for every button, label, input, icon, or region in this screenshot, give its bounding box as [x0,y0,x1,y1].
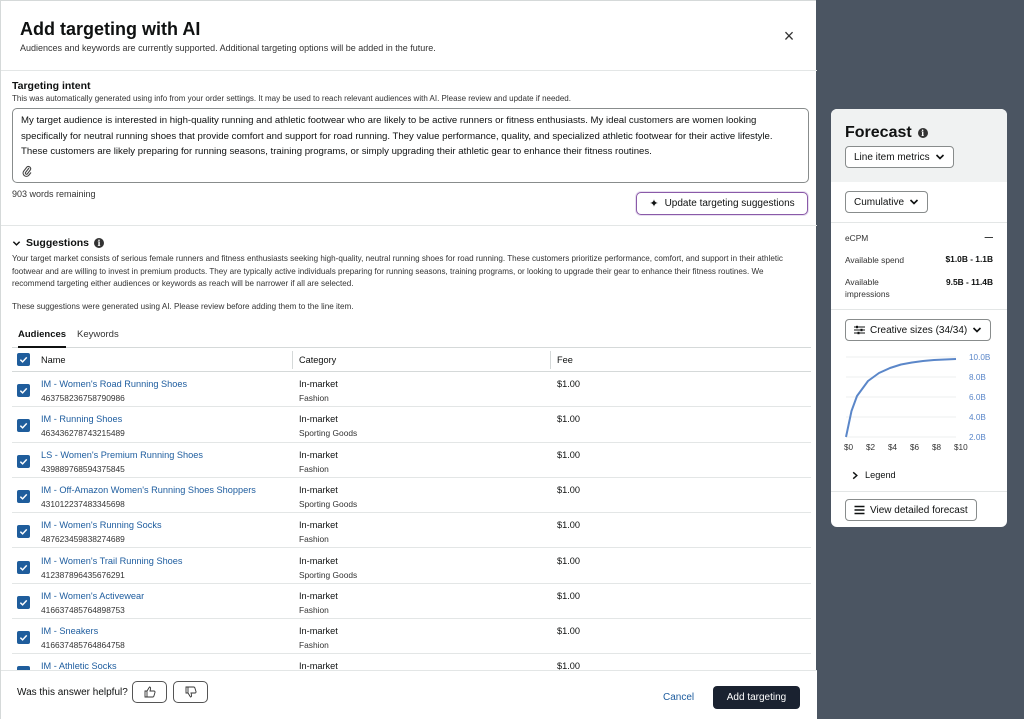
words-remaining: 903 words remaining [12,189,96,199]
modal-footer [1,670,817,719]
section-divider [1,225,817,226]
paperclip-icon[interactable] [22,165,32,180]
table-row[interactable] [12,549,811,584]
update-targeting-suggestions-button[interactable] [636,192,808,215]
available-impressions-value: 9.5B - 11.4B [945,277,993,287]
column-header-name[interactable]: Name [41,355,66,365]
forecast-series-line [846,359,956,437]
modal-title: Add targeting with AI [20,19,201,39]
x-tick-label: $6 [910,443,920,452]
list-icon [854,505,865,515]
forecast-divider [831,491,1007,492]
audience-name-link[interactable]: IM - Off-Amazon Women's Running Shoes Shoppers [41,484,256,495]
audience-id: 431012237483345698 [41,498,125,509]
audience-subcategory: Fashion [299,534,329,545]
checkmark-icon [19,527,28,536]
thumbs-up-icon [144,686,156,698]
audience-id: 416637485764898753 [41,604,125,615]
tab-keywords[interactable]: Keywords [77,329,119,340]
add-targeting-button[interactable]: Add targeting [713,686,800,709]
modal-header [1,1,817,71]
audience-id: 463758236758790986 [41,393,125,403]
table-row[interactable] [12,584,811,619]
audience-name-link[interactable]: IM - Sneakers [41,626,99,637]
cancel-button[interactable]: Cancel [663,692,695,703]
audiences-table [12,348,811,670]
select-all-checkbox[interactable] [17,353,30,366]
audience-fee: $1.00 [557,520,580,531]
forecast-divider [831,309,1007,310]
y-tick-label: 2.0B [969,433,986,442]
audience-category: In-market [299,379,338,389]
audience-subcategory: Sporting Goods [299,569,358,580]
row-checkbox[interactable] [17,561,30,574]
suggestions-title: Suggestions [26,237,90,249]
targeting-intent-title: Targeting intent [12,80,91,92]
ecpm-value: — [984,232,993,242]
audience-subcategory: Fashion [299,393,329,403]
available-impressions-label: Available impressions [845,277,890,299]
view-detailed-forecast-button[interactable] [845,499,977,521]
metrics-dropdown-label: Line item metrics [854,151,930,163]
forecast-header [831,109,1007,182]
audience-name-link[interactable]: IM - Women's Road Running Shoes [41,379,188,389]
table-row[interactable] [12,407,811,442]
x-tick-label: $4 [888,443,898,452]
table-row[interactable] [12,443,811,478]
available-spend-value: $1.0B - 1.1B [945,254,993,264]
modal-subtitle: Audiences and keywords are currently supported. Additional targeting options will be added in the future. [20,43,436,53]
table-row[interactable] [12,478,811,513]
audience-category: In-market [299,414,338,425]
thumbs-down-icon [185,686,197,698]
forecast-divider [831,222,1007,223]
forecast-chart [841,349,1001,459]
x-tick-label: $8 [932,443,942,452]
audience-id: 439889768594375845 [41,463,125,474]
column-header-fee[interactable]: Fee [557,355,573,365]
x-tick-label: $0 [844,443,854,452]
targeting-intent-textarea[interactable] [12,108,809,183]
checkmark-icon [19,421,28,430]
creative-sizes-dropdown[interactable] [845,319,991,341]
targeting-intent-text: My target audience is interested in high-quality running and athletic footwear who are likely to be active runners or fitness enthusiasts. My ideal customers are women looking specifically for neutral running shoes that provide comfort and support for road running. They value performance, quality, and specialized athletic footwear for their active lifestyle. These customers are likely preparing for running seasons, training programs, or simply upgrading their athletic gear to enhance their fitness routines. [21,115,773,157]
line-item-metrics-dropdown[interactable] [845,146,954,168]
y-tick-label: 6.0B [969,393,986,402]
legend-toggle[interactable] [851,470,896,480]
checkmark-icon [19,355,28,364]
view-detailed-label: View detailed forecast [870,504,968,516]
x-tick-label: $10 [954,443,968,452]
chevron-down-icon [972,325,982,335]
creative-sizes-label: Creative sizes (34/34) [870,324,968,336]
audience-fee: $1.00 [557,555,580,566]
audience-subcategory: Fashion [299,463,329,474]
table-row[interactable] [12,372,811,407]
audience-id: 416637485764864758 [41,640,125,651]
audience-fee: $1.00 [557,379,580,389]
table-header [12,348,811,372]
forecast-title: Forecast [845,124,912,141]
column-divider [292,351,293,369]
legend-label: Legend [865,470,896,480]
audience-fee: $1.00 [557,626,580,637]
suggestions-note: These suggestions were generated using AI. Please review before adding them to the line item. [12,302,354,311]
audience-name-link[interactable]: IM - Women's Trail Running Shoes [41,555,183,566]
forecast-panel [831,109,1007,527]
info-icon[interactable]: i [94,238,104,248]
audience-fee: $1.00 [557,484,580,495]
checkmark-icon [19,457,28,466]
suggestions-header[interactable] [12,237,104,249]
targeting-tabs [12,326,811,348]
checkmark-icon [19,386,28,395]
audience-name-link[interactable]: IM - Running Shoes [41,414,123,425]
sparkle-icon: ✦ [649,198,659,210]
ecpm-label: eCPM [845,233,869,243]
audience-category: In-market [299,449,338,460]
cumulative-dropdown-label: Cumulative [854,196,905,208]
checkmark-icon [19,492,28,501]
row-checkbox[interactable] [17,384,30,397]
table-row[interactable] [12,654,811,670]
targeting-intent-description: This was automatically generated using info from your order settings. It may be used to reach relevant audiences with AI. Please review and update if needed. [12,94,571,103]
audience-name-link[interactable]: IM - Athletic Socks [41,661,117,670]
close-icon[interactable]: × [783,26,795,46]
chevron-down-icon [909,197,919,207]
audience-fee: $1.00 [557,449,580,460]
audience-subcategory: Fashion [299,604,329,615]
chevron-right-icon [851,471,859,480]
sliders-icon [854,325,865,335]
audience-name-link[interactable]: IM - Women's Running Socks [41,520,162,531]
x-tick-label: $2 [866,443,876,452]
audience-subcategory: Sporting Goods [299,498,358,509]
cumulative-dropdown[interactable] [845,191,928,213]
tab-audiences[interactable]: Audiences [18,329,66,348]
audience-id: 412387896435676291 [41,569,125,580]
thumbs-down-button[interactable] [173,681,208,703]
column-divider [550,351,551,369]
audience-fee: $1.00 [557,414,580,425]
audience-id: 463436278743215489 [41,428,125,439]
audience-category: In-market [299,590,338,601]
helpful-question: Was this answer helpful? [17,687,128,698]
audience-category: In-market [299,555,338,566]
update-button-label: Update targeting suggestions [664,198,795,209]
suggestions-summary: Your target market consists of serious female runners and fitness enthusiasts seeking high-quality, neutral running shoes for road running. These customers prioritize performance, comfort, and support in their athletic footwear and are willing to invest in premium products. They are typically active individuals preparing for running seasons, training programs, or looking to upgrade their gear to enhance their fitness routines. We recommend targeting either audiences or keywords as reach will be narrower if all are selected. [12,254,783,288]
row-checkbox[interactable] [17,490,30,503]
row-checkbox[interactable] [17,596,30,609]
audience-category: In-market [299,626,338,637]
audience-category: In-market [299,484,338,495]
row-checkbox[interactable] [17,455,30,468]
audience-name-link[interactable]: LS - Women's Premium Running Shoes [41,449,203,460]
audience-name-link[interactable]: IM - Women's Activewear [41,590,145,601]
checkmark-icon [19,598,28,607]
row-checkbox[interactable] [17,631,30,644]
y-tick-label: 4.0B [969,413,986,422]
audience-id: 487623459838274689 [41,534,125,545]
chevron-down-icon [935,152,945,162]
forecast-title-row [845,124,928,142]
audience-subcategory: Fashion [299,640,329,651]
thumbs-up-button[interactable] [132,681,167,703]
chevron-down-icon [12,239,21,248]
column-header-category[interactable]: Category [299,355,337,365]
y-tick-label: 10.0B [969,353,991,362]
checkmark-icon [19,633,28,642]
audience-fee: $1.00 [557,661,580,670]
table-row[interactable] [12,619,811,654]
available-spend-label: Available spend [845,255,904,265]
y-tick-label: 8.0B [969,373,986,382]
audience-category: In-market [299,661,338,670]
info-icon[interactable]: i [918,128,928,138]
audience-category: In-market [299,520,338,531]
audience-subcategory: Sporting Goods [299,428,358,439]
audience-fee: $1.00 [557,590,580,601]
table-row[interactable] [12,513,811,548]
checkmark-icon [19,563,28,572]
row-checkbox[interactable] [17,419,30,432]
row-checkbox[interactable] [17,525,30,538]
